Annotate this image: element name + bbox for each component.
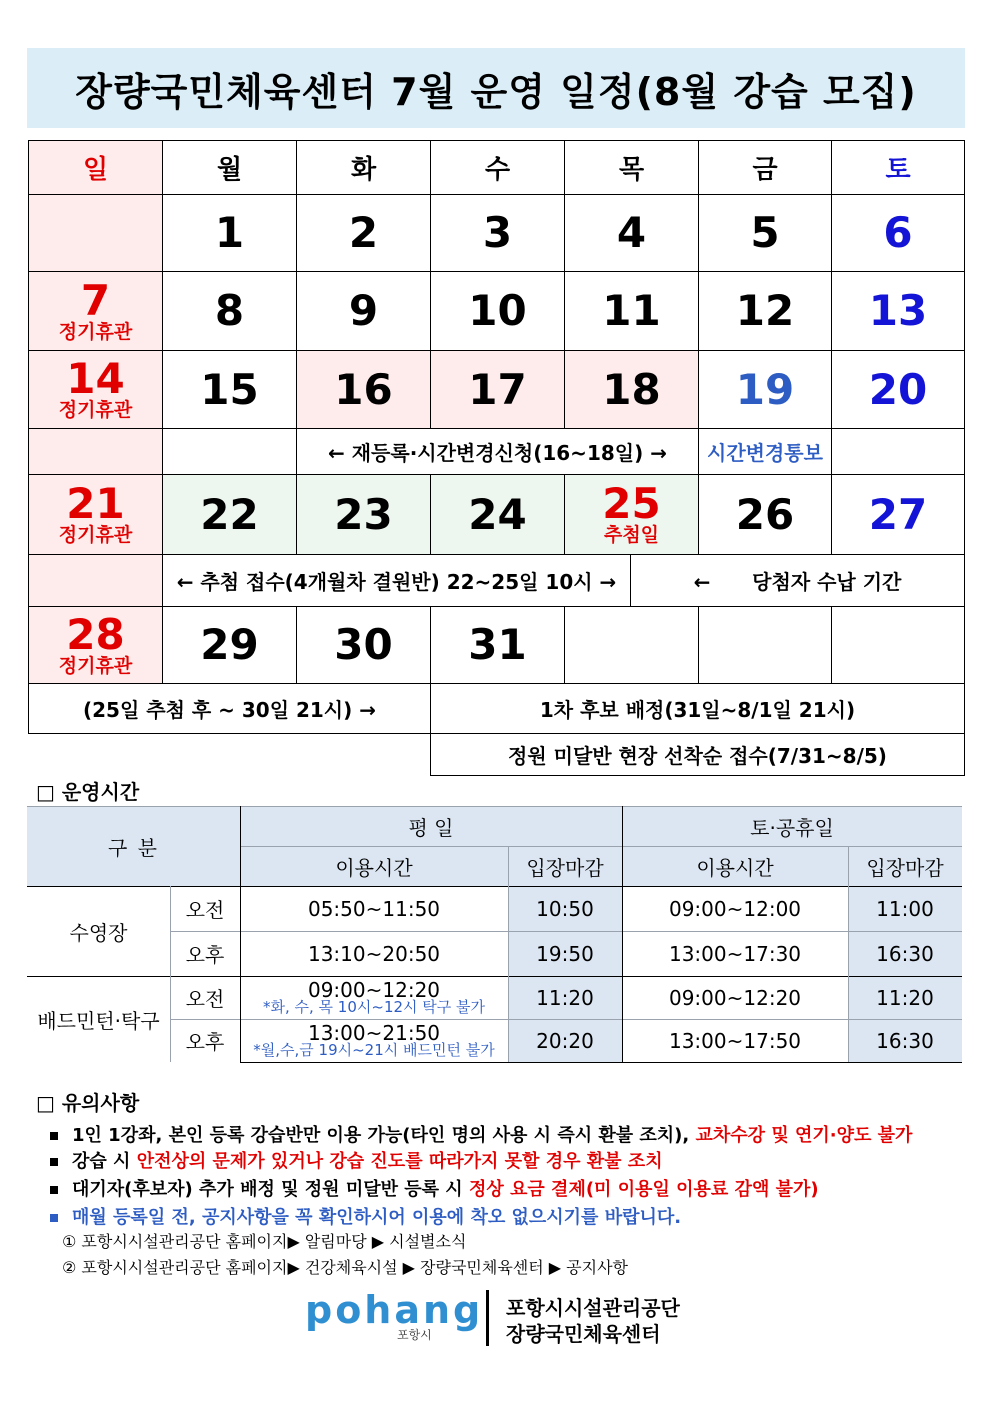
- we-deadline: 16:30: [848, 931, 962, 976]
- lottery-reception-note: ← 추첨 접수(4개월차 결원반) 22~25일 10시 →: [162, 554, 631, 607]
- weekday-mon: 월: [162, 140, 297, 195]
- table-line: [622, 806, 623, 1062]
- col-entry-deadline: 입장마감: [848, 846, 962, 886]
- notice-item: [50, 1175, 819, 1201]
- weekday-fri: 금: [698, 140, 832, 195]
- pm-label: 오후: [185, 1030, 225, 1054]
- wd-deadline: 11:20: [508, 976, 622, 1019]
- day-17: 17: [430, 350, 565, 429]
- notice-text: 1인 1강좌, 본인 등록 강습반만 이용 가능(타인 명의 사용 시 즉시 환불 조치),: [72, 1125, 696, 1146]
- pool-label: 수영장: [69, 920, 128, 945]
- table-line: [27, 976, 962, 977]
- day-19: 19: [698, 350, 832, 429]
- wd-note: *월,수,금 19시~21시 배드민턴 불가: [253, 1041, 495, 1059]
- day-13: 13: [831, 271, 965, 351]
- table-line: [170, 886, 171, 1062]
- table-line: [27, 886, 962, 887]
- col-use-time: 이용시간: [622, 846, 848, 886]
- day-16: 16: [296, 350, 431, 429]
- day-30: 30: [296, 606, 431, 684]
- day-empty: [28, 194, 163, 272]
- day-29: 29: [162, 606, 297, 684]
- day-20: 20: [831, 350, 965, 429]
- day-26: 26: [698, 474, 832, 555]
- we-deadline: 16:30: [848, 1019, 962, 1062]
- badminton-label: 배드민턴·탁구: [37, 1008, 160, 1033]
- pm-label: 오후: [185, 943, 225, 967]
- wd-deadline: 10:50: [508, 886, 622, 931]
- bullet-icon: [50, 1214, 58, 1222]
- day-10: 10: [430, 271, 565, 351]
- note-empty: [162, 428, 297, 475]
- path-2: ② 포항시시설관리공단 홈페이지▶ 건강체육시설 ▶ 장량국민체육센터 ▶ 공지사항: [62, 1258, 628, 1277]
- table-line: [848, 846, 849, 1062]
- day-7: 7: [80, 275, 111, 325]
- payment-period-note: ← 당첨자 수납 기간: [630, 554, 965, 607]
- we-deadline: 11:00: [848, 886, 962, 931]
- note-empty: [28, 428, 163, 475]
- notice-text: 매월 등록일 전, 공지사항을 꼭 확인하시어 이용에 착오 없으시기를 바랍니다.: [72, 1207, 682, 1228]
- weekday-wed: 수: [430, 140, 565, 195]
- closed-label: 정기휴관: [58, 320, 133, 343]
- we-deadline: 11:20: [848, 976, 962, 1019]
- day-23: 23: [296, 474, 431, 555]
- day-5: 5: [698, 194, 832, 272]
- notice-emphasis: 안전상의 문제가 있거나 강습 진도를 따라가지 못할 경우 환불 조치: [136, 1151, 663, 1172]
- wd-time-cell: [240, 976, 508, 1019]
- col-use-time: 이용시간: [240, 846, 508, 886]
- day-15: 15: [162, 350, 297, 429]
- hours-section-title: □ 운영시간: [36, 780, 140, 804]
- notice-item: [50, 1203, 681, 1229]
- notices-section-title: □ 유의사항: [36, 1091, 140, 1115]
- day-24: 24: [430, 474, 565, 555]
- notice-text: 대기자(후보자) 추가 배정 및 정원 미달반 등록 시: [72, 1179, 469, 1200]
- day-empty: [831, 606, 965, 684]
- am-label: 오전: [185, 898, 225, 922]
- wd-time: 09:00~12:20: [307, 978, 441, 1002]
- col-entry-deadline: 입장마감: [508, 846, 622, 886]
- we-time: 13:00~17:30: [668, 941, 802, 966]
- day-31: 31: [430, 606, 565, 684]
- day-7-cell: [28, 271, 163, 351]
- day-2: 2: [296, 194, 431, 272]
- day-25: 25: [602, 479, 661, 529]
- col-weekday: 평 일: [240, 806, 622, 846]
- table-line: [170, 1019, 962, 1020]
- wd-time: 13:10~20:50: [307, 941, 441, 966]
- day-empty: [698, 606, 832, 684]
- table-line: [240, 806, 241, 1062]
- org-name-2: 장량국민체육센터: [506, 1322, 661, 1346]
- we-time: 13:00~17:50: [668, 1028, 802, 1053]
- wd-note: *화, 수, 목 10시~12시 탁구 불가: [262, 998, 486, 1016]
- day-21: 21: [66, 479, 125, 529]
- onsite-note: 정원 미달반 현장 선착순 접수(7/31~8/5): [430, 733, 965, 776]
- notice-item: [50, 1147, 663, 1173]
- wd-time: 05:50~11:50: [307, 896, 441, 921]
- notice-item: [50, 1121, 912, 1147]
- day-1: 1: [162, 194, 297, 272]
- note-empty: [831, 428, 965, 475]
- notice-emphasis: 교차수강 및 연기·양도 불가: [695, 1125, 913, 1146]
- day-8: 8: [162, 271, 297, 351]
- bullet-icon: [50, 1132, 58, 1140]
- re-registration-note: ← 재등록·시간변경신청(16~18일) →: [296, 428, 699, 475]
- notice-text: 강습 시: [72, 1151, 137, 1172]
- weekday-sun: 일: [28, 140, 163, 195]
- day-3: 3: [430, 194, 565, 272]
- day-18: 18: [564, 350, 699, 429]
- we-time: 09:00~12:00: [668, 896, 802, 921]
- first-backup-note: 1차 후보 배정(31일~8/1일 21시): [430, 683, 965, 734]
- logo-text: pohang: [305, 1288, 484, 1332]
- pohang-logo: [305, 1288, 484, 1342]
- weekday-tue: 화: [296, 140, 431, 195]
- org-name-1: 포항시시설관리공단: [506, 1296, 680, 1320]
- wd-time-cell: [240, 1019, 508, 1062]
- table-line: [508, 846, 509, 1062]
- notice-emphasis: 정상 요금 결제(미 이용일 이용료 감액 불가): [468, 1179, 819, 1200]
- note-empty: [28, 554, 163, 607]
- path-1: ① 포항시시설관리공단 홈페이지▶ 알림마당 ▶ 시설별소식: [62, 1232, 467, 1251]
- day-28-cell: [28, 606, 163, 684]
- time-change-notice: 시간변경통보: [698, 428, 832, 475]
- weekday-sat: 토: [831, 140, 965, 195]
- bullet-icon: [50, 1158, 58, 1166]
- day-25-cell: [564, 474, 699, 555]
- day-6: 6: [831, 194, 965, 272]
- wd-deadline: 20:20: [508, 1019, 622, 1062]
- day-9: 9: [296, 271, 431, 351]
- day-empty: [564, 606, 699, 684]
- page-title: 장량국민체육센터 7월 운영 일정(8월 강습 모집): [27, 48, 965, 128]
- col-weekend: 토·공휴일: [622, 806, 962, 846]
- day-14: 14: [66, 354, 125, 404]
- day-12: 12: [698, 271, 832, 351]
- bullet-icon: [50, 1186, 58, 1194]
- weekday-thu: 목: [564, 140, 699, 195]
- closed-label: 정기휴관: [58, 524, 133, 547]
- closed-label: 정기휴관: [58, 654, 133, 677]
- we-time: 09:00~12:20: [668, 985, 802, 1010]
- am-label: 오전: [185, 987, 225, 1011]
- table-line: [240, 846, 962, 847]
- table-line: [170, 931, 962, 932]
- lottery-label: 추첨일: [603, 524, 660, 547]
- table-line: [27, 806, 962, 807]
- day-21-cell: [28, 474, 163, 555]
- logo-sub: 포항시: [397, 1328, 432, 1342]
- wd-deadline: 19:50: [508, 931, 622, 976]
- day-22: 22: [162, 474, 297, 555]
- table-line: [240, 1062, 962, 1063]
- day-14-cell: [28, 350, 163, 429]
- day-11: 11: [564, 271, 699, 351]
- wd-time: 13:00~21:50: [307, 1021, 441, 1045]
- footer-divider: [486, 1290, 489, 1346]
- day-4: 4: [564, 194, 699, 272]
- day-27: 27: [831, 474, 965, 555]
- day-28: 28: [66, 609, 125, 659]
- closed-label: 정기휴관: [58, 399, 133, 422]
- payment-deadline-note: (25일 추첨 후 ~ 30일 21시) →: [28, 683, 431, 734]
- col-category: 구 분: [27, 806, 240, 886]
